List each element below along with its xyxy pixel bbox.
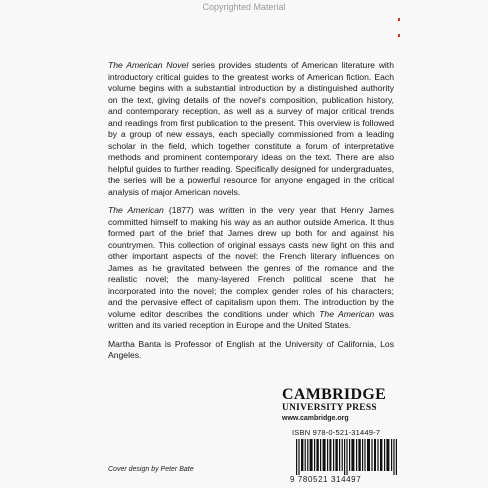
book-title: The American [108,205,164,215]
isbn-barcode-block [290,428,408,485]
cover-design-credit: Cover design by Peter Bate [108,466,194,473]
back-cover-blurb [108,60,394,369]
series-title: The American Novel [108,60,189,70]
book-description-tail: was written and its varied reception in Europe and the United States. [108,308,394,330]
barcode-digits: 9 780521 314497 [290,475,362,484]
copyright-watermark: Copyrighted Material [202,2,286,12]
book-description-paragraph [108,205,394,332]
isbn-label: ISBN 978-0-521-31449-7 [292,428,381,437]
book-description-text: (1877) was written in the very year that Henry James committed himself to making his way as an author outside America. It thus formed part of the brief that James drew up both for and against his countrymen. This collection of original essays casts new light on this and other important aspects of the novel: the French literary influences on James as he gravitated between the genres of the romance and the realistic novel; the many-layered French political scene that he incorporated into the novel; the complex gender roles of his characters; and the pervasive effect of capitalism upon them. The introduction by the volume editor describes the conditions under which [108,205,394,319]
series-description-paragraph [108,60,394,198]
series-description-text: series provides students of American literature with introductory critical guides to the greatest works of American fiction. Each volume begins with a substantial introduction by a distinguished authority on the text, giving details of the novel's composition, publication history, and contemporary reception, as well as a survey of major critical trends and readings from first publication to the present. This overview is followed by a group of new essays, each specially commissioned from a leading scholar in the field, which together constitute a forum of interpretative methods and prominent contemporary ideas on the text. There are also helpful guides to further reading. Specifically designed for undergraduates, the series will be a powerful resource for anyone engaged in the critical analysis of major American novels. [108,60,394,197]
barcode-icon [290,439,406,475]
publisher-subtitle: UNIVERSITY PRESS [282,403,377,413]
crop-mark [398,18,400,21]
publisher-website: www.cambridge.org [282,415,349,422]
book-title-inline: The American [319,308,375,319]
editor-bio-paragraph: Martha Banta is Professor of English at the University of California, Los Angeles. [108,338,394,360]
publisher-logo [282,387,402,424]
publisher-name: CAMBRIDGE [282,386,387,403]
crop-mark [398,34,400,37]
